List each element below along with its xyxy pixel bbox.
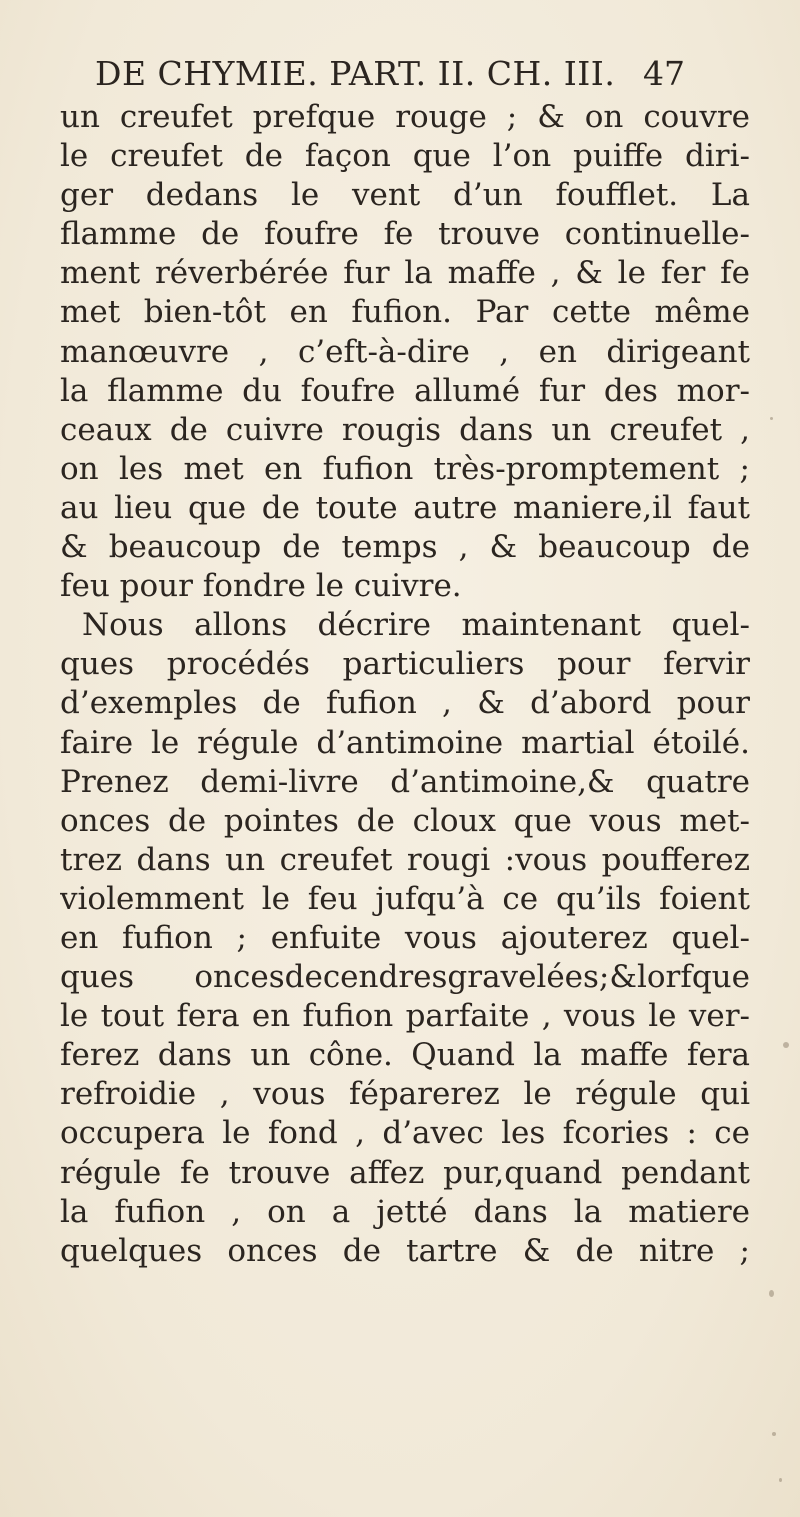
text-line: régule fe trouve affez pur,quand pendant	[60, 1154, 750, 1191]
page-number: 47	[643, 54, 685, 93]
text-line: ques procédés particuliers pour fervir	[60, 646, 750, 683]
text-line: quelques onces de tartre & de nitre ;	[60, 1232, 750, 1269]
text-line: ger dedans le vent d’un foufflet. La	[60, 177, 750, 214]
text-line: le creufet de façon que l’on puiffe diri-	[60, 138, 750, 175]
paragraph-start-line: Nous allons décrire maintenant quel-	[82, 607, 750, 644]
text-line: Prenez demi-livre d’antimoine,& quatre	[60, 763, 750, 800]
text-line: la flamme du foufre allumé fur des mor-	[60, 372, 750, 409]
text-line: la fufion , on a jetté dans la matiere	[60, 1193, 750, 1230]
text-line: ques oncesdecendresgravelées;&lorfque	[60, 959, 750, 996]
paper-speck	[769, 1290, 774, 1297]
text-line: flamme de foufre fe trouve continuelle-	[60, 216, 750, 253]
text-line: le tout fera en fufion parfaite , vous le ver-	[60, 998, 750, 1035]
text-line: met bien-tôt en fufion. Par cette même	[60, 294, 750, 331]
text-line: violemment le feu jufqu’à ce qu’ils foient	[60, 880, 750, 917]
text-line: au lieu que de toute autre maniere,il faut	[60, 489, 750, 526]
running-title: DE CHYMIE. PART. II. CH. III.	[95, 54, 616, 93]
text-line: onces de pointes de cloux que vous met-	[60, 802, 750, 839]
text-line: ferez dans un cône. Quand la maffe fera	[60, 1037, 750, 1074]
text-line: d’exemples de fufion , & d’abord pour	[60, 685, 750, 722]
text-line: en fufion ; enfuite vous ajouterez quel-	[60, 919, 750, 956]
text-line: manœuvre , c’eft-à-dire , en dirigeant	[60, 333, 750, 370]
paper-speck	[772, 1432, 776, 1436]
text-line: on les met en fufion très-promptement ;	[60, 450, 750, 487]
paper-speck	[770, 417, 773, 420]
text-line: occupera le fond , d’avec les fcories : ce	[60, 1115, 750, 1152]
paper-speck	[779, 1478, 782, 1482]
text-line: ceaux de cuivre rougis dans un creufet ,	[60, 411, 750, 448]
text-line: un creufet prefque rouge ; & on couvre	[60, 99, 750, 135]
text-line: faire le régule d’antimoine martial étoilé.	[60, 724, 750, 761]
text-line: & beaucoup de temps , & beaucoup de	[60, 529, 750, 566]
text-line: trez dans un creufet rougi :vous poufferez	[60, 841, 750, 878]
text-line: refroidie , vous féparerez le régule qui	[60, 1076, 750, 1113]
paper-speck	[783, 1042, 789, 1048]
text-line: ment réverbérée fur la maffe , & le fer fe	[60, 255, 750, 292]
text-line: feu pour fondre le cuivre.	[60, 568, 462, 605]
running-head	[95, 52, 685, 96]
body-text	[60, 98, 750, 1271]
